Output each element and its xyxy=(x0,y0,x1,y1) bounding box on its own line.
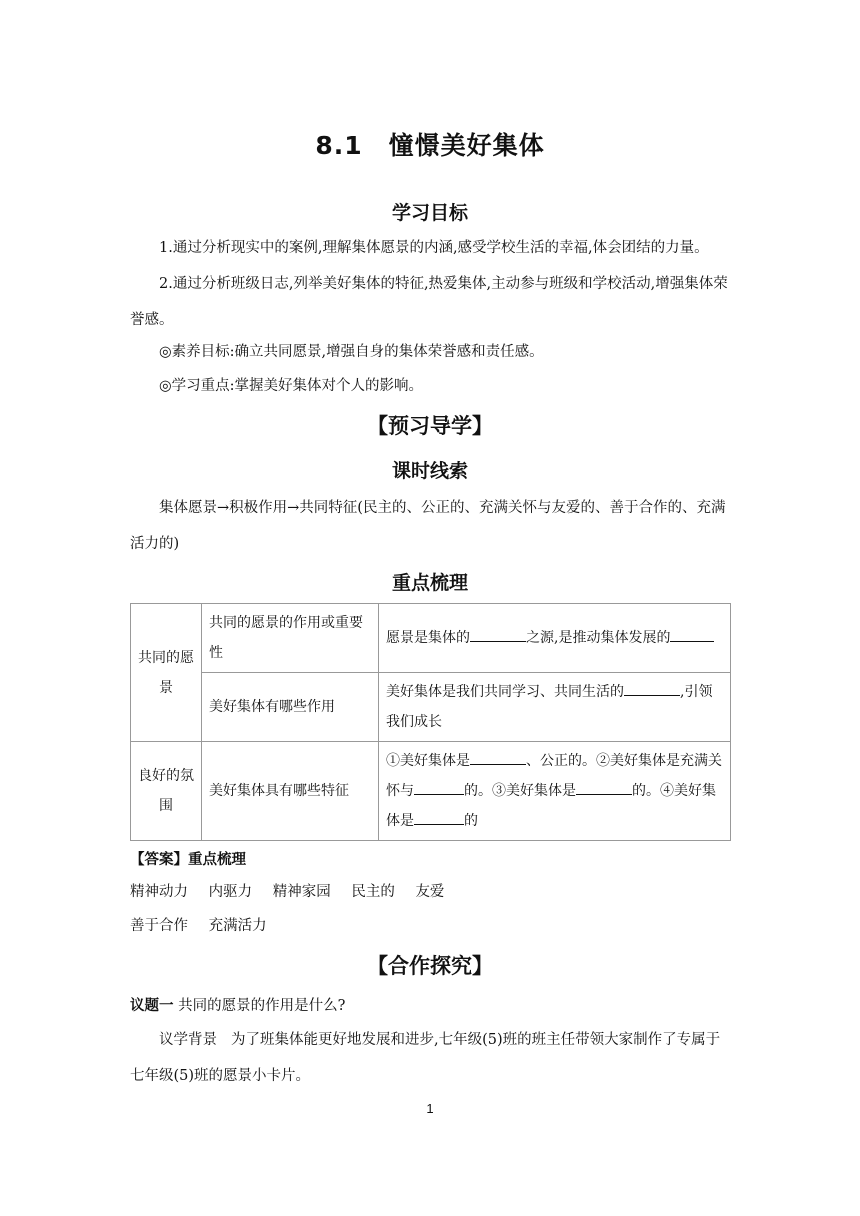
table-answer-cell xyxy=(379,742,731,841)
background-text: 为了班集体能更好地发展和进步,七年级(5)班的班主任带领大家制作了专属于七年级(5)班的愿景小卡片。 xyxy=(130,1032,721,1084)
clue-heading: 课时线索 xyxy=(391,460,468,482)
answer-text: 愿景是集体的 xyxy=(386,630,470,646)
table-topic-cell: 共同的愿景 xyxy=(131,604,202,742)
review-heading: 重点梳理 xyxy=(391,572,468,594)
objectives-heading: 学习目标 xyxy=(391,202,468,224)
answer-text: ①美好集体是 xyxy=(386,753,470,769)
topic-one-label: 议题一 xyxy=(130,998,174,1014)
table-question-cell: 共同的愿景的作用或重要性 xyxy=(202,604,379,673)
fill-blank[interactable] xyxy=(470,750,526,765)
table-topic-cell: 良好的氛围 xyxy=(131,742,202,841)
answer-text: ,引领我们成长 xyxy=(386,684,713,730)
answer-label-line xyxy=(130,843,730,877)
background-paragraph xyxy=(130,1022,730,1094)
answer-item: 友爱 xyxy=(415,884,445,900)
fill-blank[interactable] xyxy=(414,810,464,825)
key-points-table xyxy=(130,603,731,841)
answer-item: 内驱力 xyxy=(208,884,253,900)
table-question-cell: 美好集体有哪些作用 xyxy=(202,673,379,742)
answer-line-2 xyxy=(130,909,730,943)
answer-text: 的 xyxy=(464,813,478,829)
fill-blank[interactable] xyxy=(670,627,714,642)
table-row xyxy=(131,673,731,742)
explore-heading: 【合作探究】 xyxy=(367,954,493,978)
answer-text: 的。④美好集体是 xyxy=(386,783,716,829)
background-label: 议学背景 xyxy=(159,1032,217,1048)
fill-blank[interactable] xyxy=(624,681,680,696)
clue-text: 集体愿景→积极作用→共同特征(民主的、公正的、充满关怀与友爱的、善于合作的、充满活力的) xyxy=(130,500,726,552)
table-row xyxy=(131,742,731,841)
table-question-cell: 美好集体具有哪些特征 xyxy=(202,742,379,841)
answer-item: 充满活力 xyxy=(208,918,267,934)
objective-literacy: ◎素养目标:确立共同愿景,增强自身的集体荣誉感和责任感。 xyxy=(159,344,544,360)
fill-blank[interactable] xyxy=(576,780,632,795)
fill-blank[interactable] xyxy=(414,780,464,795)
table-answer-cell xyxy=(379,673,731,742)
answer-text: 之源,是推动集体发展的 xyxy=(526,630,671,646)
answer-item: 民主的 xyxy=(351,884,395,900)
objective-item-1: 1.通过分析现实中的案例,理解集体愿景的内涵,感受学校生活的幸福,体会团结的力量。 xyxy=(159,240,709,256)
table-row xyxy=(131,604,731,673)
page-number: 1 xyxy=(426,1101,434,1116)
fill-blank[interactable] xyxy=(470,627,526,642)
answer-item: 善于合作 xyxy=(130,918,188,934)
answer-text: 的。③美好集体是 xyxy=(464,783,576,799)
answer-item: 精神动力 xyxy=(130,884,188,900)
objective-item-2: 2.通过分析班级日志,列举美好集体的特征,热爱集体,主动参与班级和学校活动,增强集体荣誉感。 xyxy=(130,276,728,328)
answer-text: 美好集体是我们共同学习、共同生活的 xyxy=(386,684,624,700)
topic-one-text: 共同的愿景的作用是什么? xyxy=(178,998,346,1014)
topic-one-line xyxy=(130,988,730,1024)
objective-key-point: ◎学习重点:掌握美好集体对个人的影响。 xyxy=(159,378,424,394)
answer-text: 、公正的。②美好集体是充满关怀与 xyxy=(386,753,722,799)
answer-label: 【答案】重点梳理 xyxy=(130,852,246,868)
answer-item: 精神家园 xyxy=(272,884,331,900)
answer-line-1 xyxy=(130,875,730,909)
preview-heading: 【预习导学】 xyxy=(367,414,493,438)
page-title: 8.1 憧憬美好集体 xyxy=(315,131,545,160)
table-answer-cell xyxy=(379,604,731,673)
